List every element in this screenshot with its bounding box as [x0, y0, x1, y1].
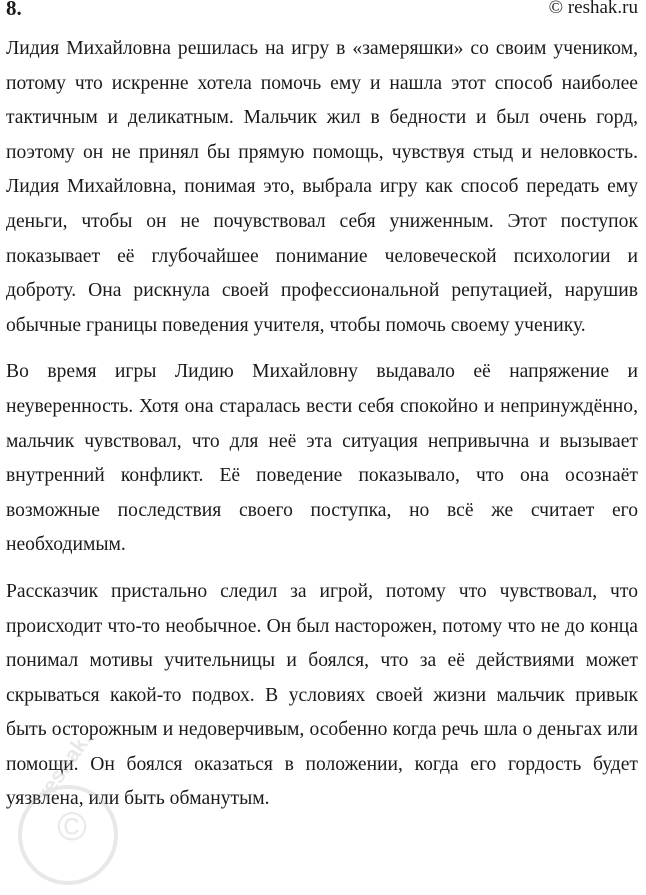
- answer-paragraph-3: Рассказчик пристально следил за игрой, потому что чувствовал, что происходит что-то необычное. Он был насторожен, потому что не до конца понимал мотивы учительницы и боялся, что за её действиями может скрываться какой-то подвох. В условиях своей жизни мальчик привык быть осторожным и недоверчивым, особенно когда речь шла о деньгах или помощи. Он боялся оказаться в положении, когда его гордость будет уязвлена, или быть обманутым.: [6, 580, 638, 810]
- page-header: [6, 0, 638, 26]
- watermark-copyright-glyph: ©: [57, 805, 87, 849]
- task-number: 8.: [6, 0, 22, 20]
- watermark-text: reshak.ru: [31, 740, 109, 805]
- source-label: © reshak.ru: [548, 0, 638, 18]
- answer-paragraph-1: Лидия Михайловна решилась на игру в «замеряшки» со своим учеником, потому что искренне хотела помочь ему и нашла этот способ наиболее тактичным и деликатным. Мальчик жил в бедности и был очень горд, поэтому он не принял бы прямую помощь, чувствуя стыд и неловкость. Лидия Михайловна, понимая это, выбрала игру как способ передать ему деньги, чтобы он не почувствовал себя униженным. Этот поступок показывает её глубочайшее понимание человеческой психологии и доброту. Она рискнула своей профессиональной репутацией, нарушив обычные границы поведения учителя, чтобы помочь своему ученику.: [6, 38, 638, 336]
- answer-paragraph-2: Во время игры Лидию Михайловну выдавало её напряжение и неуверенность. Хотя она старалась вести себя спокойно и непринуждённо, мальчик чувствовал, что для неё эта ситуация непривычна и вызывает внутренний конфликт. Её поведение показывало, что она осознаёт возможные последствия своего поступка, но всё же считает его необходимым.: [6, 361, 638, 556]
